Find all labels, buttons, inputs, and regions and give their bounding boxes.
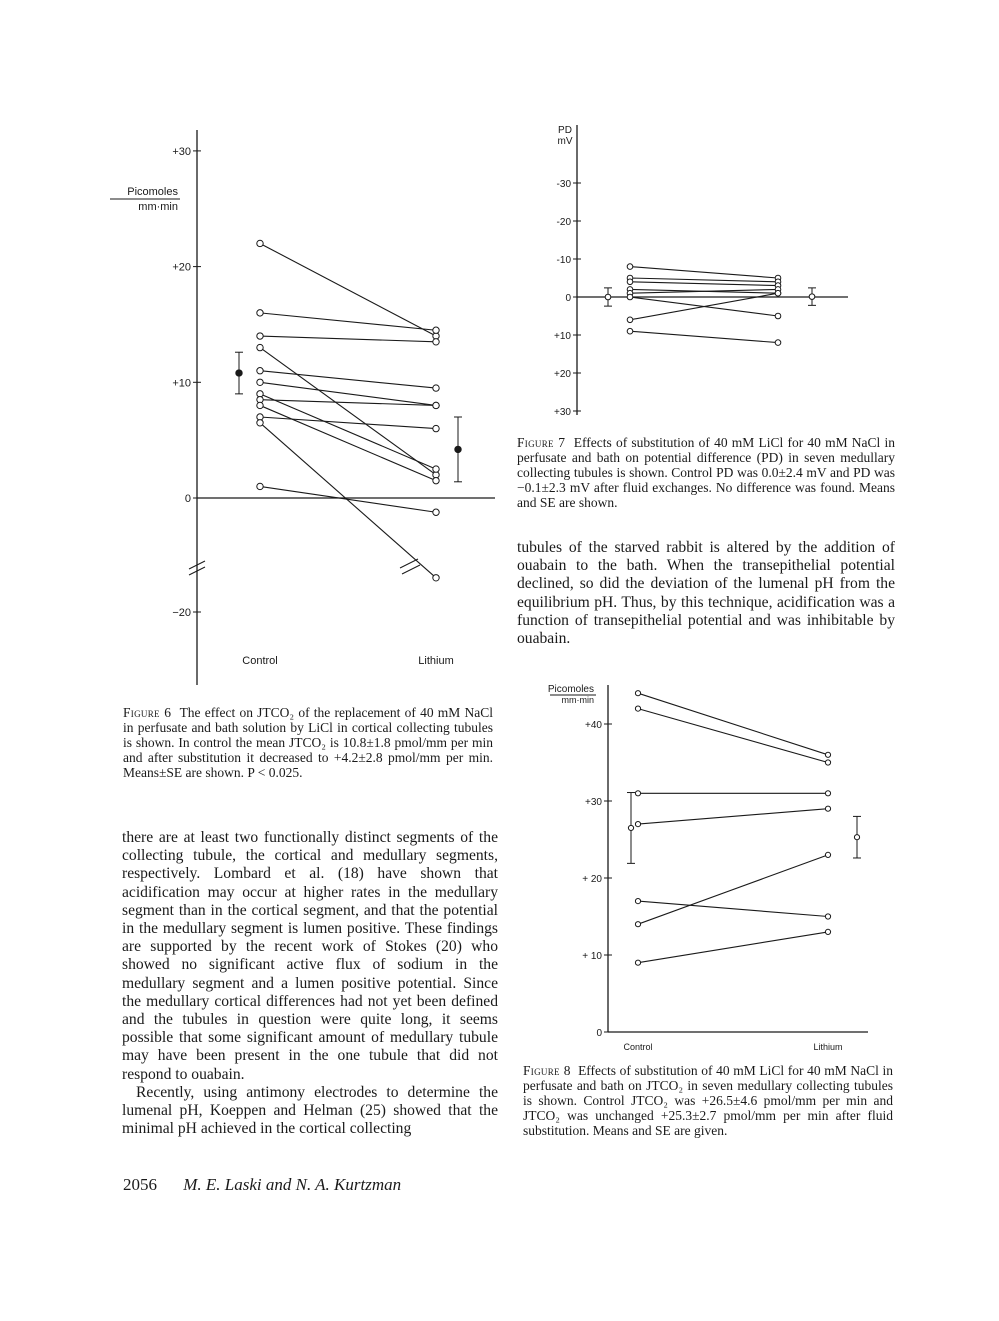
figure-7-caption [517, 435, 895, 510]
data-point [627, 264, 633, 270]
series-line [630, 297, 778, 316]
y-tick-label: +40 [585, 720, 602, 731]
data-point [257, 420, 263, 426]
figure-8-caption [523, 1063, 893, 1138]
data-point [257, 368, 263, 374]
data-point [627, 294, 633, 300]
data-point [825, 760, 830, 765]
data-point [635, 922, 640, 927]
x-category-label: Lithium [418, 655, 454, 667]
left-column-paragraph: there are at least two functionally distinct segments of the collecting tubule, the cortical and medullary segments, respectively. Lombard et al. (18) have shown that acidification may occur at higher rates in the medullary segment than in the cortical segment, and that the potential in the medullary segment is lumen positive. These findings are supported by the recent work of Stokes (20) who showed no significant active flux of sodium in the medullary segment and a lumen positive potential. Since the medullary cortical differences had not yet been defined and the tubules in question were quite long, it seems possible that some significant amount of medullary tubule may have been present in the one tubule that did not respond to ouabain. [122, 829, 498, 1083]
data-point [825, 852, 830, 857]
data-point [433, 385, 439, 391]
mean-point [854, 835, 859, 840]
mean-point [236, 370, 242, 376]
y-tick-label: + 20 [582, 874, 602, 885]
figure-6-chart [100, 120, 520, 690]
y-tick-label: +30 [585, 797, 602, 808]
data-point [257, 333, 263, 339]
data-point [825, 806, 830, 811]
x-category-label: Control [242, 655, 278, 667]
axis-break-mark [400, 559, 418, 568]
figure-7-marks [604, 264, 816, 346]
data-point [635, 822, 640, 827]
y-tick-label: +30 [172, 145, 191, 158]
data-point [433, 575, 439, 581]
series-line [260, 394, 436, 469]
series-line [260, 348, 436, 475]
figure-7-chart [540, 120, 860, 420]
series-line [630, 278, 778, 282]
data-point [635, 691, 640, 696]
series-line [630, 331, 778, 342]
y-tick-label: +10 [554, 331, 571, 342]
y-tick-label: +10 [172, 377, 191, 390]
data-point [433, 477, 439, 483]
right-column-paragraph: tubules of the starved rabbit is altered by the addition of ouabain to the bath. When the transepithelial potential declined, so did the deviation of the lumenal pH from the equilibrium pH. Thus, by this technique, acidification was a function of transepithelial potential and was inhibitable by ouabain. [517, 539, 895, 648]
series-line [638, 932, 828, 963]
data-point [433, 425, 439, 431]
data-point [635, 899, 640, 904]
series-line [260, 417, 436, 429]
y-tick-label: 0 [596, 1028, 602, 1039]
data-point [635, 706, 640, 711]
figure-7-y-unit-top: PD [558, 125, 572, 136]
figure-6-caption-label: Figure 6 [123, 705, 172, 720]
mean-point [605, 294, 611, 300]
y-tick-label: +20 [172, 261, 191, 274]
series-line [638, 693, 828, 755]
figure-7-y-unit-bottom: mV [557, 136, 573, 147]
figure-6-caption [123, 705, 493, 780]
x-category-label: Control [623, 1042, 653, 1052]
y-tick-label: −20 [172, 607, 191, 619]
data-point [635, 791, 640, 796]
data-point [825, 914, 830, 919]
data-point [433, 402, 439, 408]
figure-7-caption-text: Effects of substitution of 40 mM LiCl for 40 mM NaCl in perfusate and bath on potential difference (PD) in seven medullary collecting tubules is shown. Control PD was 0.0±2.4 mV and PD was −0.1±2.3 mV after fluid exchanges. No difference was found. Means and SE are shown. [517, 435, 896, 510]
series-line [260, 423, 436, 578]
data-point [775, 340, 781, 346]
x-category-label: Lithium [813, 1042, 843, 1052]
data-point [825, 752, 830, 757]
y-tick-label: -20 [556, 217, 571, 228]
y-tick-label: 0 [565, 293, 571, 304]
figure-8-axes [582, 685, 868, 1052]
data-point [433, 466, 439, 472]
figure-6-y-unit-bottom: mm·min [138, 201, 178, 213]
data-point [825, 791, 830, 796]
series-line [638, 809, 828, 824]
figure-8-caption-text: Effects of substitution of 40 mM LiCl for 40 mM NaCl in perfusate and bath on JTCO₂ in seven medullary collecting tubules is shown. Control JTCO₂ was +26.5±4.6 pmol/mm per min and JTCO₂ was unchanged +25.3±2.7 pmol/mm per min after fluid substitution. Means and SE are given. [523, 1063, 894, 1138]
figure-8-caption-label: Figure 8 [523, 1063, 571, 1078]
mean-point [809, 294, 815, 300]
y-tick-label: +30 [554, 407, 571, 418]
data-point [257, 240, 263, 246]
data-point [257, 483, 263, 489]
data-point [257, 379, 263, 385]
figure-8-marks [627, 691, 861, 966]
data-point [257, 310, 263, 316]
page-number: 2056 [123, 1175, 157, 1194]
data-point [433, 509, 439, 515]
figure-6-axes [172, 130, 495, 685]
data-point [627, 317, 633, 323]
series-line [260, 405, 436, 480]
figure-7-caption-label: Figure 7 [517, 435, 566, 450]
page-footer [123, 1175, 401, 1195]
series-line [260, 243, 436, 336]
series-line [630, 267, 778, 278]
data-point [433, 327, 439, 333]
data-point [627, 328, 633, 334]
y-tick-label: -10 [556, 255, 571, 266]
footer-authors: M. E. Laski and N. A. Kurtzman [183, 1175, 402, 1194]
left-column-text [122, 829, 498, 1138]
y-tick-label: + 10 [582, 951, 602, 962]
data-point [257, 344, 263, 350]
mean-point [628, 825, 633, 830]
y-tick-label: 0 [184, 493, 191, 505]
figure-8-y-unit-bottom: mm·min [561, 695, 594, 705]
series-line [630, 282, 778, 286]
mean-point [455, 446, 461, 452]
series-line [638, 709, 828, 763]
data-point [635, 960, 640, 965]
figure-8-y-unit-top: Picomoles [547, 684, 594, 695]
axis-break-mark [402, 565, 420, 574]
right-column-text [517, 539, 895, 648]
y-tick-label: +20 [554, 369, 571, 380]
figure-6-caption-text: The effect on JTCO₂ of the replacement of 40 mM NaCl in perfusate and bath solution by LiCl in cortical collecting tubules is shown. In control the mean JTCO₂ is 10.8±1.8 pmol/mm per min and after substitution it decreased to +4.2±2.8 pmol/mm per min. Means±SE are shown. P < 0.025. [123, 705, 494, 780]
data-point [257, 402, 263, 408]
figure-6-y-unit-top: Picomoles [127, 186, 178, 198]
figure-7-axes [554, 125, 848, 418]
data-point [627, 279, 633, 285]
left-column-paragraph: Recently, using antimony electrodes to determine the lumenal pH, Koeppen and Helman (25) showed that the minimal pH achieved in the cortical collecting [122, 1083, 498, 1138]
series-line [260, 336, 436, 342]
figure-6-marks [235, 240, 462, 581]
data-point [433, 339, 439, 345]
series-line [260, 486, 436, 512]
data-point [775, 290, 781, 296]
figure-8-chart [540, 680, 880, 1060]
y-tick-label: -30 [556, 179, 571, 190]
data-point [825, 929, 830, 934]
data-point [775, 313, 781, 319]
